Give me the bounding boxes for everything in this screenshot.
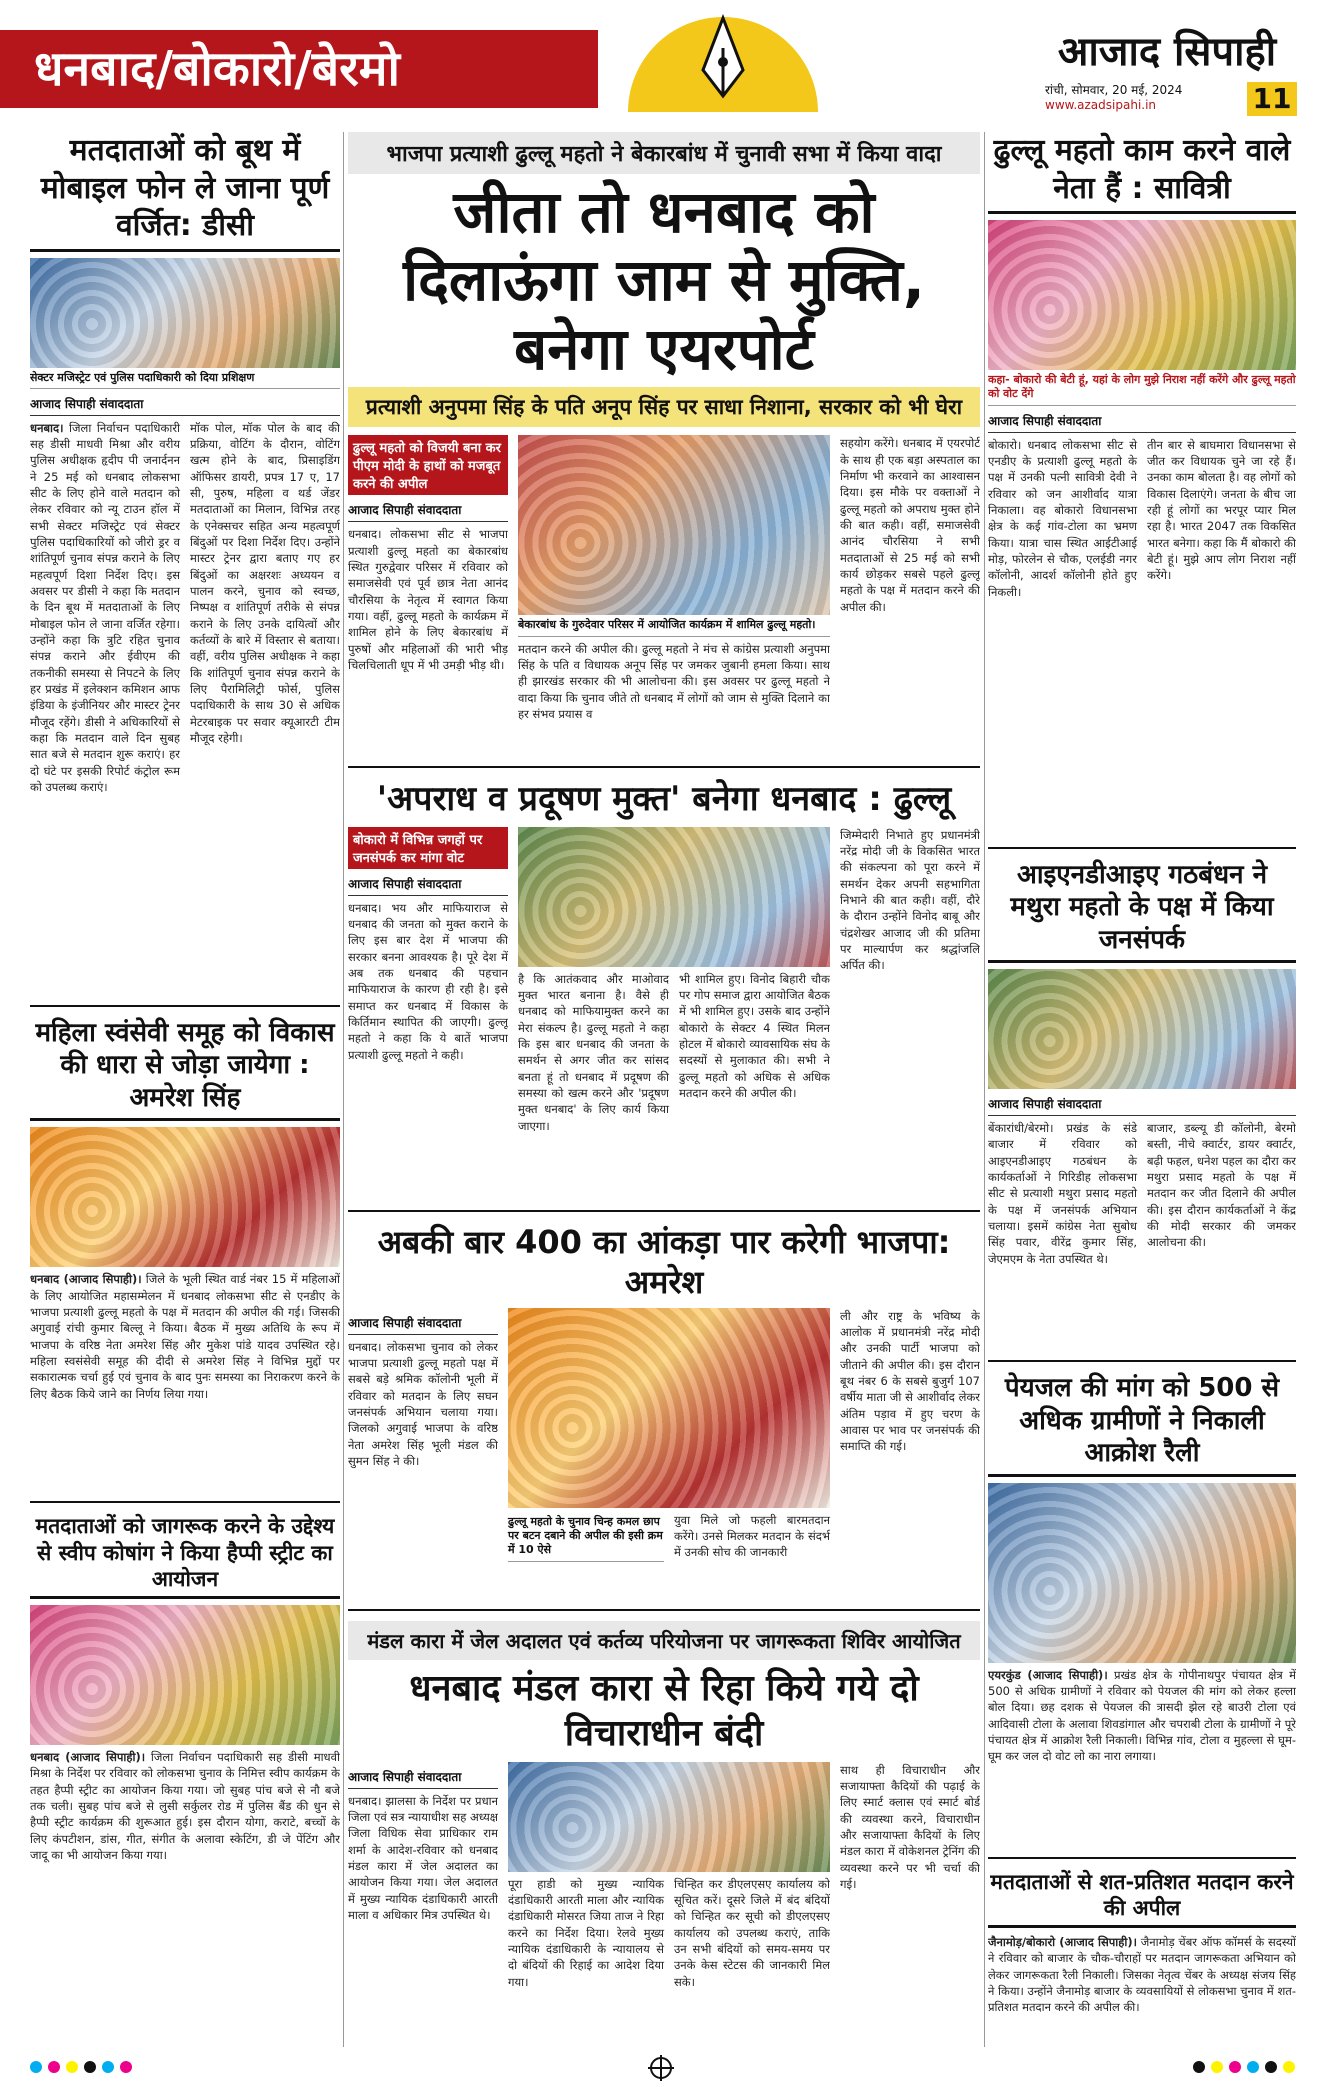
divider: [30, 1501, 340, 1503]
news-photo: [30, 1127, 340, 1267]
article-body: चिन्हित कर डीएलएसए कार्यालय को सूचित करें। दूसरे जिले में बंद बंदियों को चिन्हित कर सूची को डीएलएसए कार्यालय को उपलब्ध कराएं, ताकि उन सभी बंदियों को समय-समय पर उनके केस स्टेटस की जानकारी मिल सके।: [674, 1876, 830, 1989]
headline: अबकी बार 400 का आंकड़ा पार करेगी भाजपा: अमरेश: [377, 1222, 951, 1301]
article-body: बोकारो। धनबाद लोकसभा सीट से एनडीए के प्रत्याशी ढुल्लू महतो के पक्ष में उनकी पत्नी सावित्री देवी ने रविवार को जन आशीर्वाद यात्रा निकाला। वह बोकारो विधानसभा क्षेत्र के कई गांव-टोला का भ्रमण किया। यात्रा चास स्थित आईटीआई मोड़, फोरलेन से चौक, एलईडी नगर कॉलोनी, आदर्श कॉलोनी होते हुए निकली।: [988, 437, 1137, 599]
article-happy-street: [30, 1513, 340, 1599]
registration-mark-icon: [650, 2057, 672, 2079]
headline: धनबाद मंडल कारा से रिहा किये गये दो विचाराधीन बंदी: [409, 1667, 919, 1754]
article-body: साथ ही विचाराधीन और सजायाफ्ता कैदियों की पढ़ाई के लिए स्मार्ट क्लास एवं स्मार्ट बोर्ड की व्यवस्था करने, विचाराधीन और सजायाफ्ता कैदियों के लिए मंडल कारा में वोकेशनल ट्रेनिंग की व्यवस्था करने पर भी चर्चा की गई।: [840, 1762, 980, 1892]
column-divider: [984, 132, 985, 2047]
article-body: एयरकुंड (आजाद सिपाही)। प्रखंड क्षेत्र के गोपीनाथपुर पंचायत क्षेत्र में 500 से अधिक ग्रामीणों ने रविवार को पेयजल की मांग को लेकर हल्ला बोल दिया। छह दशक से पेयजल की त्रासदी झेल रहे बाउरी टोला एवं आदिवासी टोला के अलावा शिवडांगाल और चपराबी टोला के ग्रामीणों ने पूरे पंचायत क्षेत्र में आक्रोश रैली निकाली। विभिन्न गांव, टोला व मुहल्ला से घूम-घूम कर जल दो वोट लो का नारा लगाया।: [988, 1667, 1296, 1764]
headline: ढुल्लू महतो काम करने वाले नेता हैं : सावित्री: [993, 133, 1291, 206]
article-body: धनबाद। जिला निर्वाचन पदाधिकारी सह डीसी माधवी मिश्रा और वरीय पुलिस अधीक्षक हृदीप पी जनार्दनन ने 25 मई को धनबाद लोकसभा सीट के लिए होने वाले मतदान को लेकर रविवार को न्यू टाउन हॉल में सभी सेक्टर मजिस्ट्रेट एवं सेक्टर पुलिस पदाधिकारियों को जीरो ड्रर व शांतिपूर्ण चुनाव संपन्न कराने के लिए महत्वपूर्ण दिशा निर्देश दिए। इस अवसर पर डीसी ने कहा कि मतदान के दिन बूथ में मतदाताओं के लिए मोबाइल फोन ले जाना वर्जित रहेगा। उन्होंने कहा कि त्रुटि रहित चुनाव संपन्न कराने और ईवीएम की तकनीकी समस्या से निपटने के लिए हर प्रखंड में इलेक्शन कमिशन आफ इंडिया के इंजीनियर और मास्टर ट्रेनर मौजूद रहेंगे। डीसी ने अधिकारियों से कहा कि मतदान वाले दिन सुबह सात बजे से मतदान शुरू कराएं। हर दो घंटे पर इसकी रिपोर्ट कंट्रोल रूम को उपलब्ध कराएं।: [30, 420, 180, 795]
article-body: धनबाद (आजाद सिपाही)। जिले के भूली स्थित वार्ड नंबर 15 में महिलाओं के लिए आयोजित महासम्मेलन में धनबाद लोकसभा सीट से एनडीए के भाजपा प्रत्याशी ढुल्लू महतो के पक्ष में मतदान की अपील की गई। जिसकी अगुवाई रांची कुमार बिल्लू ने किया। बैठक में मुख्य अतिथि के रूप में भाजपा के वरिष्ठ नेता अमरेश सिंह और मुकेश पांडे यादव उपस्थित रहे। महिला स्वसंसेवी समूह की दीदी से अमरेश सिंह ने विभिन्न मुद्दों पर सकारात्मक चर्चा हुई एवं चुनाव के बाद पुनः समस्या का निराकरण करने के लिए बैठक किये जाने का निर्णय लिया गया।: [30, 1272, 340, 1401]
masthead: [0, 0, 1325, 125]
article-mobile-ban: [30, 132, 340, 252]
article-body: पूरा हाडी को मुख्य न्यायिक दंडाधिकारी आरती माला और न्यायिक दंडाधिकारी मोसरत जिया ताज ने रिहा करने का निर्देश दिया। रेलवे मुख्य न्यायिक दंडाधिकारी के न्यायालय से दो बंदियों की रिहाई का आदेश दिया गया।: [508, 1876, 664, 1989]
page-number: 11: [1247, 82, 1297, 116]
article-body: बेंकारांधी/बेरमो। प्रखंड के संडे बाजार में रविवार को आइएनडीआइए गठबंधन के कार्यकर्ताओं ने गिरिडीह लोकसभा सीट से प्रत्याशी मथुरा प्रसाद महतो के पक्ष में जनसंपर्क अभियान चलाया। इसमें कांग्रेस नेता सुबोध सिंह पवार, वीरेंद्र कुमार सिंह, जेएमएम के नेता उपस्थित थे।: [988, 1121, 1137, 1266]
article-body: बाजार, डब्ल्यू डी कॉलोनी, बेरमो बस्ती, नीचे क्वार्टर, डायर क्वार्टर, बढ़ी फहल, धनेश पहल का दौरा कर मथुरा प्रसाद महतो के पक्ष में मतदान कर जीत दिलाने की अपील की। इस दौरान कार्यकर्ताओं ने केंद्र की मोदी सरकार की जमकर आलोचना की।: [1147, 1121, 1296, 1250]
article-body: मतदान करने की अपील की। ढुल्लू महतो ने मंच से कांग्रेस प्रत्याशी अनुपमा सिंह के पति व विधायक अनूप सिंह पर जमकर जुबानी हमला किया। साथ ही झारखंड सरकार की भी आलोचना की। इस अवसर पर ढुल्लू महतो ने वादा किया कि चुनाव जीते तो धनबाद में लोगों को जाम से मुक्ति दिलाने का हर संभव प्रयास व: [518, 641, 830, 721]
article-body: धनबाद। लोकसभा सीट से भाजपा प्रत्याशी ढुल्लू महतो का बेकारबांध स्थित गुरुद्वेवार परिसर में रविवार को समाजसेवी एवं पूर्व छात्र नेता आनंद चौरसिया के नेतृत्व में स्वागत किया गया। वहीं, ढुल्लू महतो के कार्यक्रम में शामिल होने के लिए बेकारबांध में पुरुषों और महिलाओं की भारी भीड़ चिलचिलाती धूप में भी उमड़ी भीड़ थी।: [348, 527, 508, 672]
divider: [348, 1210, 980, 1212]
middle-column: [348, 132, 980, 2047]
subhead: बोकारो में विभिन्न जगहों पर जनसंपर्क कर मांगा वोट: [348, 827, 508, 869]
photo-caption: सेक्टर मजिस्ट्रेट एवं पुलिस पदाधिकारी को दिया प्रशिक्षण: [30, 368, 340, 389]
article-body: सहयोग करेंगे। धनबाद में एयरपोर्ट के साथ ही एक बड़ा अस्पताल का निर्माण भी करवाने का आश्वासन दिया। इस मौके पर वक्ताओं ने ढुल्लू महतो को अपराध मुक्त होने की बात कही। वहीं, समाजसेवी आनंद चौरसिया ने सभी मतदाताओं से 25 मई को सभी कार्य छोड़कर सबसे पहले ढुल्लू महतो के पक्ष में मतदान करने की अपील की।: [840, 436, 980, 614]
article-voting-appeal: [988, 1869, 1296, 1929]
color-bar: [30, 2061, 132, 2075]
byline: आजाद सिपाही संवाददाता: [30, 393, 340, 416]
kicker: मंडल कारा में जेल अदालत एवं कर्तव्य परियोजना पर जागरूकता शिविर आयोजित: [348, 1621, 980, 1660]
article-women-shg: [30, 1017, 340, 1122]
news-photo: [988, 220, 1296, 370]
divider: [988, 1360, 1296, 1362]
headline: 'अपराध व प्रदूषण मुक्त' बनेगा धनबाद : ढुल्लू: [376, 779, 952, 820]
section-title: धनबाद/बोकारो/बेरमो: [0, 30, 598, 108]
byline: आजाद सिपाही संवाददाता: [348, 1312, 498, 1335]
news-photo: [30, 1605, 340, 1745]
headline: आइएनडीआइए गठबंधन ने मथुरा महतो के पक्ष में किया जनसंपर्क: [1010, 859, 1274, 955]
article-body: धनबाद। झालसा के निर्देश पर प्रधान जिला एवं सत्र न्यायाधीश सह अध्यक्ष जिला विधिक सेवा प्राधिकार राम शर्मा के आदेश-रविवार को धनबाद मंडल कारा में जेल अदालत का आयोजन किया गया। जेल अदालत में मुख्य न्यायिक दंडाधिकारी आरती माला व अधिकार मित्र उपस्थित थे।: [348, 1793, 498, 1923]
byline: आजाद सिपाही संवाददाता: [988, 1093, 1296, 1116]
news-photo: [508, 1308, 830, 1508]
article-water-rally: [988, 1372, 1296, 1477]
divider: [988, 1857, 1296, 1859]
article-body: युवा मिले जो फहली बारमतदान करेंगे। उनसे मिलकर मतदान के संदर्भ में उनकी सोच की जानकारी: [674, 1512, 830, 1560]
deck: प्रत्याशी अनुपमा सिंह के पति अनूप सिंह पर साधा निशाना, सरकार को भी घेरा: [348, 387, 980, 427]
left-column: [30, 132, 340, 2047]
byline: आजाद सिपाही संवाददाता: [348, 499, 508, 522]
article-india-alliance: [988, 859, 1296, 964]
photo-caption: कहा- बोकारो की बेटी हूं, यहां के लोग मुझे निराश नहीं करेंगे और ढुल्लू महतो को वोट देंगे: [988, 370, 1296, 406]
edition-date: रांची, सोमवार, 20 मई, 2024: [1045, 83, 1183, 97]
article-body: धनबाद (आजाद सिपाही)। जिला निर्वाचन पदाधिकारी सह डीसी माधवी मिश्रा के निर्देश पर रविवार को लोकसभा चुनाव के निमित्त स्वीप कार्यक्रम के तहत हैप्पी स्ट्रीट का आयोजन किया गया। जो सुबह पांच बजे से नौ बजे तक चली। सुबह पांच बजे से लुसी सर्कुलर रोड में पुलिस बैंड की धुन से हैप्पी स्ट्रीट कार्यक्रम की शुरूआत हुई। इस दौरान योगा, कराटे, बच्चों के लिए कंपटीशन, डांस, गीत, संगीत के अलावा स्केटिंग, डी जे पेंटिंग और जादू का भी आयोजन किया गया।: [30, 1750, 340, 1863]
article-body: भी शामिल हुए। विनोद बिहारी चौक पर गोप समाज द्वारा आयोजित बैठक में भी शामिल हुए। उसके बाद उन्होंने बोकारो के सेक्टर 4 स्थित मिलन होटल में बोकारो व्यावसायिक संघ के सदस्यों से मुलाकात की। सभी ने ढुल्लू महतो को अधिक से अधिक मतदान करने की अपील की।: [679, 971, 830, 1101]
news-photo: [518, 435, 830, 615]
divider: [348, 1609, 980, 1611]
headline: मतदाताओं को जागरूक करने के उद्देश्य से स्वीप कोषांग ने किया हैप्पी स्ट्रीट का आयोजन: [35, 1514, 335, 1591]
news-photo: [508, 1762, 830, 1872]
divider: [30, 1005, 340, 1007]
photo-caption: ढुल्लू महतो के चुनाव चिन्ह कमल छाप पर बटन दबाने की अपील की इसी क्रम में 10 ऐसे: [508, 1512, 664, 1562]
article-body: ली और राष्ट्र के भविष्य के आलोक में प्रधानमंत्री नरेंद्र मोदी और उनकी पार्टी भाजपा को जीताने की अपील की। इस दौरान बूथ नंबर 6 के सबसे बुजुर्ग 107 वर्षीय माता जी से आशीर्वाद लेकर अंतिम पड़ाव में हुए चरण के आवास पर भाव पर जनसंपर्क की समाप्ति की गई।: [840, 1308, 980, 1454]
headline: महिला स्वंसेवी समूह को विकास की धारा से जोड़ा जायेगा : अमरेश सिंह: [35, 1017, 335, 1113]
headline: मतदाताओं से शत-प्रतिशत मतदान करने की अपील: [990, 1869, 1294, 1920]
article-body: तीन बार से बाघमारा विधानसभा से जीत कर विधायक चुने जा रहे हैं। उनका काम बोलता है। वह लोगों को विकास दिलाएंगे। जनता के बीच जा रही हूं लोगों का भरपूर प्यार मिल रहा है। भारत 2047 तक विकसित भारत बनेगा। कहा कि मैं बोकारो की बेटी हूं। मुझे आप लोग निराश नहीं करेंगे।: [1147, 437, 1296, 583]
headline: मतदाताओं को बूथ में मोबाइल फोन ले जाना पूर्ण वर्जित: डीसी: [40, 133, 330, 243]
column-divider: [343, 132, 344, 2047]
article-body: जैनामोड़/बोकारो (आजाद सिपाही)। जैनामोड़ चेंबर ऑफ कॉमर्स के सदस्यों ने रविवार को बाजार के चौक-चौराहों पर मतदान जागरूकता अभियान को लेकर जागरूकता रैली निकाली। जिसका नेतृत्व चेंबर के अध्यक्ष संजय सिंह ने किया। उन्होंने जैनामोड़ बाजार के व्यवसायियों से लोकसभा चुनाव में शत-प्रतिशत मतदान करने की अपील की।: [988, 1935, 1296, 2015]
byline: आजाद सिपाही संवाददाता: [348, 1766, 498, 1789]
news-photo: [518, 827, 830, 967]
article-savitri: [988, 132, 1296, 214]
color-bar: [1193, 2061, 1295, 2075]
brand-name: आजाद सिपाही: [1057, 28, 1277, 75]
news-photo: [988, 1483, 1296, 1663]
lead-headline: जीता तो धनबाद को दिलाऊंगा जाम से मुक्ति, बनेगा एयरपोर्ट: [403, 178, 925, 383]
headline: पेयजल की मांग को 500 से अधिक ग्रामीणों ने निकाली आक्रोश रैली: [1004, 1373, 1280, 1469]
article-body: है कि आतंकवाद और माओवाद मुक्त भारत बनाना है। वैसे ही धनबाद को माफियामुक्त करने का मेरा संकल्प है। ढुल्लू महतो ने कहा कि इस बार धनबाद की जनता के समर्थन से अगर जीत कर सांसद बनता हूं तो धनबाद में प्रदूषण की समस्या को खत्म करने और 'प्रदूषण मुक्त धनबाद' के लिए कार्य किया जाएगा।: [518, 971, 669, 1133]
article-body: जिम्मेदारी निभाते हुए प्रधानमंत्री नरेंद्र मोदी जी के विकसित भारत की संकल्पना को पूरा करने में समर्थन देकर अपनी सहभागिता निभाने की बात कही। वहीं, दौरे के दौरान उन्होंने विनोद बाबू और चंद्रशेखर आजाद जी की प्रतिमा पर माल्यार्पण कर श्रद्धांजलि अर्पित की।: [840, 827, 980, 973]
news-photo: [988, 969, 1296, 1089]
byline: आजाद सिपाही संवाददाता: [348, 873, 508, 896]
right-column: [988, 132, 1296, 2047]
divider: [348, 766, 980, 768]
photo-caption: बेकारबांध के गुरुदेवार परिसर में आयोजित कार्यक्रम में शामिल ढुल्लू महतो।: [518, 615, 830, 636]
article-body: धनबाद। भय और माफियाराज से धनबाद की जनता को मुक्त कराने के लिए इस बार देश में भाजपा की सरकार बनना आवश्यक है। पूरे देश में अब तक धनबाद की पहचान माफियाराज के कारण ही रही है। इसे समाप्त कर धनबाद में विकास के किर्तिमान स्थापित की जाएगी। ढुल्लू महतो ने कहा कि ये बातें भाजपा प्रत्याशी ढुल्लू महतो ने कही।: [348, 900, 508, 1062]
news-photo: [30, 258, 340, 368]
article-body: मॉक पोल, मॉक पोल के बाद की प्रक्रिया, वोटिंग के दौरान, वोटिंग खत्म होने के बाद, प्रिसाइडिंग ऑफिसर डायरी, प्रपत्र 17 ए, 17 सी, पुरुष, महिला व थर्ड जेंडर मतदाताओं का मिलान, विभिन्न तरह के एनेक्सचर सहित अन्य महत्वपूर्ण बिंदुओं पर दिशा निर्देश दिए। उन्होंने मास्टर ट्रेनर द्वारा बताए गए हर बिंदुओं का अक्षरशः अध्ययन व पालन करने, चुनाव को स्वच्छ, निष्पक्ष व शांतिपूर्ण तरीके से संपन्न कराने के लिए उनके दायित्वों और कर्तव्यों के बारे में विस्तार से बताया। वहीं, वरीय पुलिस अधीक्षक ने कहा कि शांतिपूर्ण चुनाव संपन्न कराने के लिए पैरामिलिट्री फोर्स, पुलिस पदाधिकारी के साथ 30 से अधिक मेटरबाइक पर सवार क्यूआरटी टीम मौजूद रहेगी।: [190, 420, 340, 746]
byline: आजाद सिपाही संवाददाता: [988, 410, 1296, 433]
kicker: भाजपा प्रत्याशी ढुल्लू महतो ने बेकारबांध में चुनावी सभा में किया वादा: [348, 132, 980, 174]
website-url[interactable]: www.azadsipahi.in: [1045, 98, 1157, 112]
divider: [988, 847, 1296, 849]
subhead: ढुल्लू महतो को विजयी बना कर पीएम मोदी के हाथों को मजबूत करने की अपील: [348, 435, 508, 495]
article-body: धनबाद। लोकसभा चुनाव को लेकर भाजपा प्रत्याशी ढुल्लू महतो पक्ष में सबसे बड़े श्रमिक कॉलोनी भूली में रविवार को मतदान के लिए सघन जनसंपर्क अभियान चलाया गया। जिलको अगुवाई भाजपा के वरिष्ठ नेता अमरेश सिंह भूली मंडल की सुमन सिंह ने की।: [348, 1339, 498, 1469]
pen-nib-logo: [618, 0, 828, 112]
